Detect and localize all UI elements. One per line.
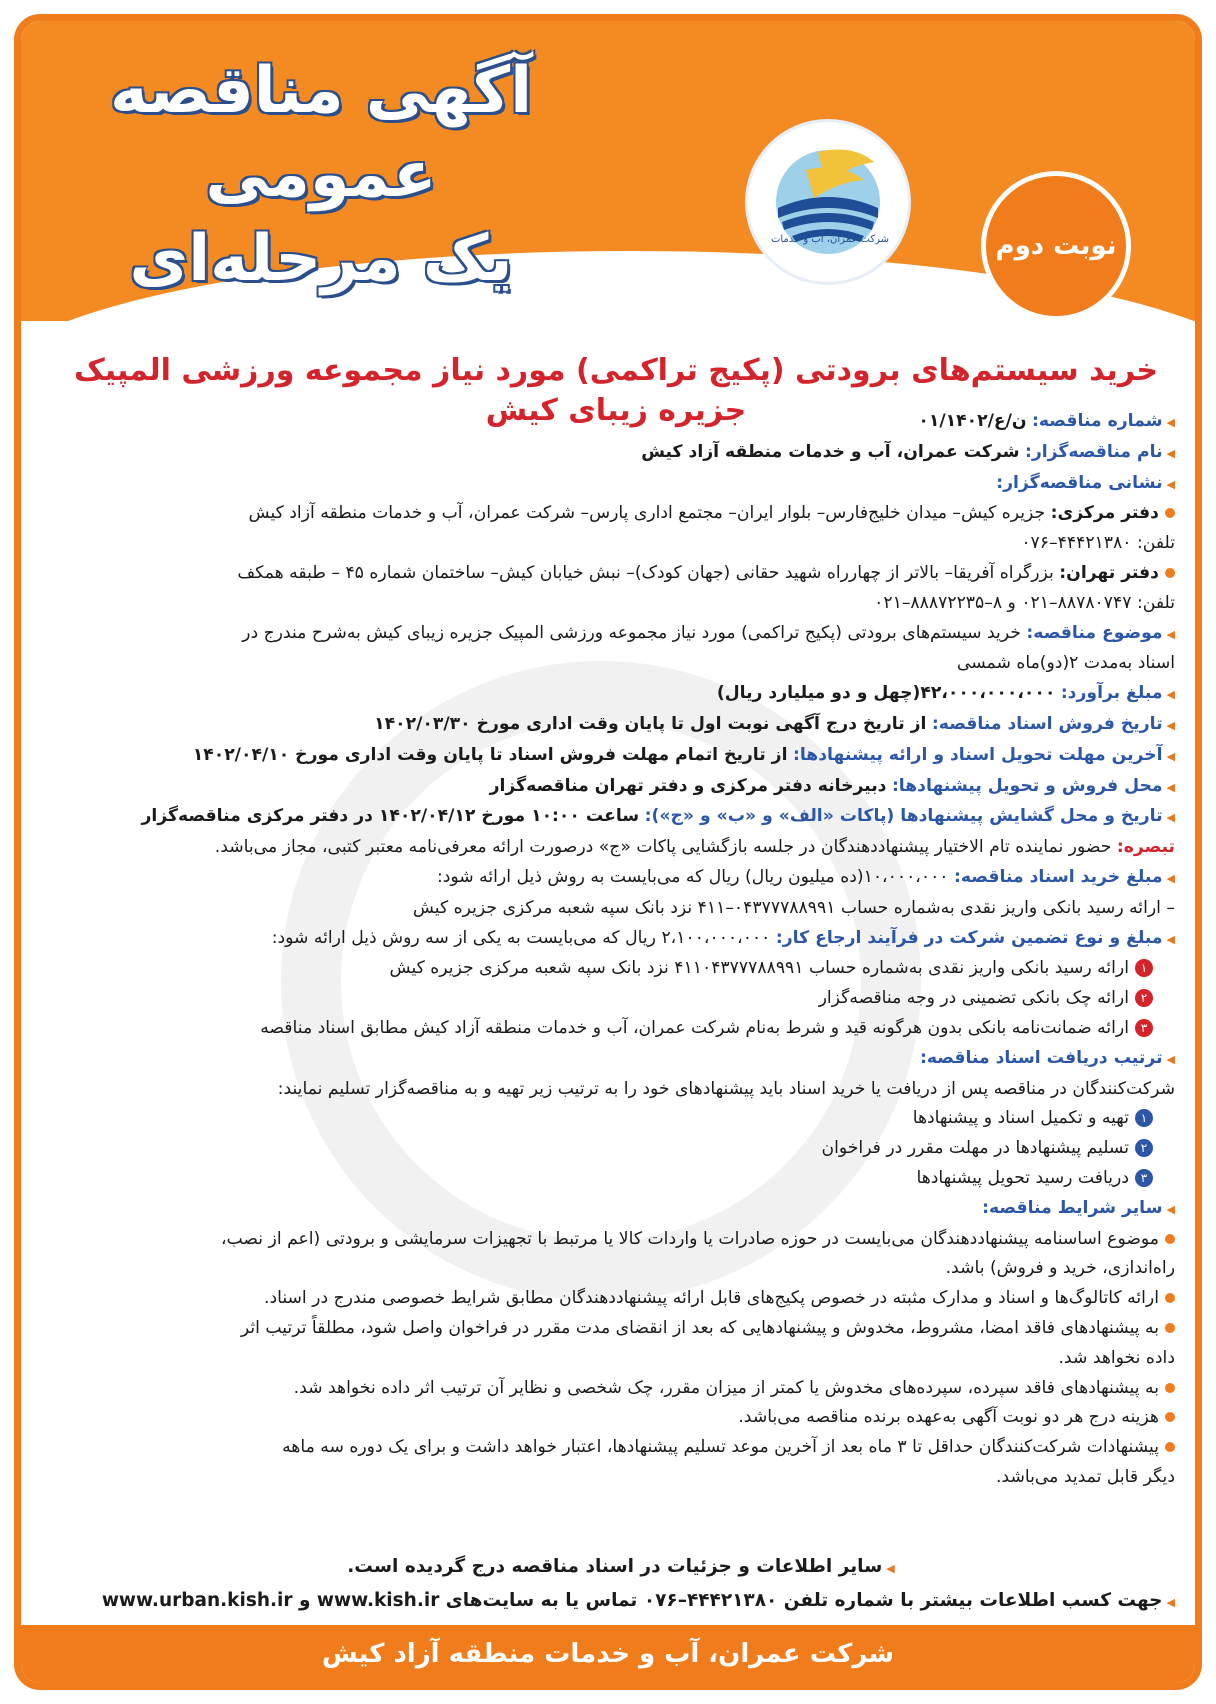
subject-row-cont: اسناد به‌مدت ۲(دو)ماه شمسی bbox=[956, 653, 1175, 674]
number-1-icon: ۱ bbox=[1135, 1109, 1153, 1127]
condition-item: موضوع اساسنامه پیشنهاددهندگان می‌بایست در حوزه صادرات یا واردات کالا یا مرتبط با تجهیزات سرمایشی و برودتی (اعم از نصب، bbox=[67, 1225, 1175, 1255]
guarantee-option: ۱ارائه رسید بانکی واریز نقدی به‌شماره حساب ۴۱۱۰۴۳۷۷۷۸۸۹۹۱ نزد بانک سپه شعبه مرکزی جزیره کیش bbox=[67, 954, 1175, 984]
conditions-row: ◀سایر شرایط مناقصه: bbox=[982, 1197, 1175, 1218]
bullet-icon bbox=[1165, 1293, 1175, 1303]
tender-number-row: ◀شماره مناقصه: ن/ع/۰۱/۱۴۰۲ bbox=[918, 411, 1175, 431]
tehran-office-row: دفتر تهران: بزرگراه آفریقا– بالاتر از چهارراه شهید حقانی (جهان کودک)– نبش خیابان کیش– ساختمان شماره ۴۵ – طبقه همکف bbox=[67, 559, 1175, 589]
subject-title: خرید سیستم‌های برودتی (پکیج تراکمی) مورد نیاز مجموعه ورزشی المپیک جزیره زیبای کیش bbox=[74, 353, 1158, 428]
arrow-icon: ◀ bbox=[1166, 416, 1175, 429]
footer-bar: شرکت عمران، آب و خدمات منطقه آزاد کیش bbox=[21, 1625, 1195, 1683]
address-label-row: ◀نشانی مناقصه‌گزار: bbox=[996, 472, 1175, 493]
arrow-icon: ◀ bbox=[1166, 780, 1175, 794]
procedure-step: ۱تهیه و تکمیل اسناد و پیشنهادها bbox=[67, 1104, 1175, 1134]
subject-row: ◀موضوع مناقصه: خرید سیستم‌های برودتی (پکیج تراکمی) مورد نیاز مجموعه ورزشی المپیک جزیره زیبای کیش به‌شرح مندرج در bbox=[242, 622, 1175, 643]
arrow-icon: ◀ bbox=[1166, 932, 1175, 946]
title-line-1: آگهی مناقصه عمومی bbox=[110, 54, 532, 212]
central-office-phone: تلفن: ۴۴۴۲۱۳۸۰–۰۷۶ bbox=[1021, 533, 1175, 554]
number-3-icon: ۳ bbox=[1135, 1169, 1153, 1187]
condition-item: پیشنهادات شرکت‌کنندگان حداقل تا ۳ ماه بعد از آخرین موعد تسلیم پیشنهادها، اعتبار خواهد داشت و برای یک دوره سه ماهه bbox=[67, 1433, 1175, 1463]
bullet-icon bbox=[1165, 1383, 1175, 1393]
central-office-row: دفتر مرکزی: جزیره کیش– میدان خلیج‌فارس– بلوار ایران– مجتمع اداری پارس– شرکت عمران، آب و خدمات منطقه آزاد کیش bbox=[67, 499, 1175, 529]
bullet-icon bbox=[1165, 1442, 1175, 1452]
arrow-icon: ◀ bbox=[1166, 688, 1175, 702]
condition-item: به پیشنهادهای فاقد امضا، مشروط، مخدوش و پیشنهادهایی که بعد از انقضای مدت مقرر در فراخوان واصل شود، مطلقاً ترتیب اثر bbox=[67, 1314, 1175, 1344]
doc-price-method: – ارائه رسید بانکی واریز نقدی به‌شماره حساب ۰۴۳۷۷۷۸۸۹۹۱–۴۱۱ نزد بانک سپه شعبه مرکزی جزیره کیش bbox=[412, 897, 1175, 918]
condition-item: به پیشنهادهای فاقد سپرده، سپرده‌های مخدوش یا کمتر از میزان مقرر، چک شخصی و نظایر آن ترتیب اثر داده نخواهد شد. bbox=[67, 1374, 1175, 1404]
number-2-icon: ۲ bbox=[1135, 1139, 1153, 1157]
number-2-icon: ۲ bbox=[1135, 989, 1153, 1007]
arrow-icon: ◀ bbox=[1166, 477, 1175, 491]
title-block bbox=[51, 49, 591, 301]
guarantee-row: ◀مبلغ و نوع تضمین شرکت در فرآیند ارجاع کار: ۲،۱۰۰،۰۰۰،۰۰۰ ریال که می‌بایست به یکی از سه روش ذیل ارائه شود: bbox=[271, 927, 1175, 948]
procedure-intro: شرکت‌کنندگان در مناقصه پس از دریافت یا خرید اسناد باید پیشنهادهای خود را به ترتیب زیر تهیه و به مناقصه‌گزار تسلیم نمایند: bbox=[277, 1078, 1175, 1099]
sale-date-row: ◀تاریخ فروش اسناد مناقصه: از تاریخ درج آگهی نوبت اول تا پایان وقت اداری مورخ ۱۴۰۲/۰۳/۳۰ bbox=[374, 713, 1175, 734]
bullet-icon bbox=[1165, 1323, 1175, 1333]
deadline-row: ◀آخرین مهلت تحویل اسناد و ارائه پیشنهادها: از تاریخ اتمام مهلت فروش اسناد تا پایان وقت اداری مورخ ۱۴۰۲/۰۴/۱۰ bbox=[192, 744, 1175, 765]
place-row: ◀محل فروش و تحویل پیشنهادها: دبیرخانه دفتر مرکزی و دفتر تهران مناقصه‌گزار bbox=[489, 775, 1175, 796]
arrow-icon: ◀ bbox=[1166, 627, 1175, 641]
logo-caption: شرکت عمران، آب و خدمات bbox=[770, 234, 890, 245]
logo-graphic-icon bbox=[748, 122, 908, 282]
footer-note-2: ◀جهت کسب اطلاعات بیشتر با شماره تلفن ۴۴۴۲۱۳۸۰–۰۷۶ تماس یا به سایت‌های www.kish.ir و www.urban.kish.ir bbox=[101, 1590, 1175, 1611]
bullet-icon bbox=[1165, 568, 1175, 578]
arrow-icon: ◀ bbox=[1166, 749, 1175, 763]
bullet-icon bbox=[1165, 1234, 1175, 1244]
arrow-icon: ◀ bbox=[1166, 1052, 1175, 1066]
arrow-icon: ◀ bbox=[1166, 1202, 1175, 1216]
arrow-icon: ◀ bbox=[1166, 871, 1175, 885]
procedure-row: ◀ترتیب دریافت اسناد مناقصه: bbox=[920, 1047, 1175, 1068]
number-3-icon: ۳ bbox=[1135, 1019, 1153, 1037]
opening-row: ◀تاریخ و محل گشایش پیشنهادها (پاکات «الف» و «ب» و «ج»): ساعت ۱۰:۰۰ مورخ ۱۴۰۲/۰۴/۱۲ در دفتر مرکزی مناقصه‌گزار bbox=[141, 806, 1175, 827]
condition-item-cont: راه‌اندازی، خرید و فروش) باشد. bbox=[945, 1258, 1175, 1279]
company-logo bbox=[745, 119, 911, 285]
tender-details bbox=[67, 407, 1175, 1493]
estimate-row: ◀مبلغ برآورد: ۴۲،۰۰۰،۰۰۰،۰۰۰(چهل و دو میلیارد ریال) bbox=[716, 683, 1175, 704]
doc-price-row: ◀مبلغ خرید اسناد مناقصه: ۱۰،۰۰۰،۰۰۰(ده میلیون ریال) ریال که می‌بایست به روش ذیل ارائه شود: bbox=[436, 866, 1175, 887]
condition-item-cont: دیگر قابل تمدید می‌باشد. bbox=[995, 1466, 1175, 1487]
footer-note-1: ◀سایر اطلاعات و جزئیات در اسناد مناقصه درج گردیده است. bbox=[347, 1556, 895, 1577]
title-line-2: یک مرحله‌ای bbox=[129, 222, 513, 296]
condition-item: ارائه کاتالوگ‌ها و اسناد و مدارک مثبته در خصوص پکیج‌های قابل ارائه پیشنهاددهندگان مطابق شرایط خصوصی مندرج در اسناد. bbox=[67, 1284, 1175, 1314]
round-badge: نوبت دوم bbox=[981, 171, 1131, 321]
announcement-frame bbox=[14, 14, 1202, 1690]
bullet-icon bbox=[1165, 1412, 1175, 1422]
condition-item-cont: داده نخواهد شد. bbox=[1058, 1347, 1175, 1368]
bullet-icon bbox=[1165, 508, 1175, 518]
header-banner bbox=[21, 21, 1195, 321]
number-1-icon: ۱ bbox=[1135, 959, 1153, 977]
procedure-step: ۳دریافت رسید تحویل پیشنهادها bbox=[67, 1164, 1175, 1194]
guarantee-option: ۳ارائه ضمانت‌نامه بانکی بدون هرگونه قید و شرط به‌نام شرکت عمران، آب و خدمات منطقه آزاد کیش مطابق اسناد مناقصه bbox=[67, 1014, 1175, 1044]
note-row: تبصره: حضور نماینده تام الاختیار پیشنهاددهندگان در جلسه بازگشایی پاکات «ج» درصورت ارائه معرفی‌نامه معتبر کتبی، مجاز می‌باشد. bbox=[214, 837, 1175, 858]
arrow-icon: ◀ bbox=[1166, 1596, 1175, 1609]
arrow-icon: ◀ bbox=[1166, 811, 1175, 825]
tender-holder-row: ◀نام مناقصه‌گزار: شرکت عمران، آب و خدمات منطقه آزاد کیش bbox=[641, 441, 1175, 462]
tehran-office-phone: تلفن: ۸۸۷۸۰۷۴۷–۰۲۱ و ۸–۸۸۸۷۲۲۳۵–۰۲۱ bbox=[874, 592, 1175, 613]
condition-item: هزینه درج هر دو نوبت آگهی به‌عهده برنده مناقصه می‌باشد. bbox=[67, 1403, 1175, 1433]
guarantee-option: ۲ارائه چک بانکی تضمینی در وجه مناقصه‌گزار bbox=[67, 984, 1175, 1014]
arrow-icon: ◀ bbox=[886, 1562, 895, 1575]
procedure-step: ۲تسلیم پیشنهادها در مهلت مقرر در فراخوان bbox=[67, 1134, 1175, 1164]
arrow-icon: ◀ bbox=[1166, 446, 1175, 460]
arrow-icon: ◀ bbox=[1166, 718, 1175, 732]
